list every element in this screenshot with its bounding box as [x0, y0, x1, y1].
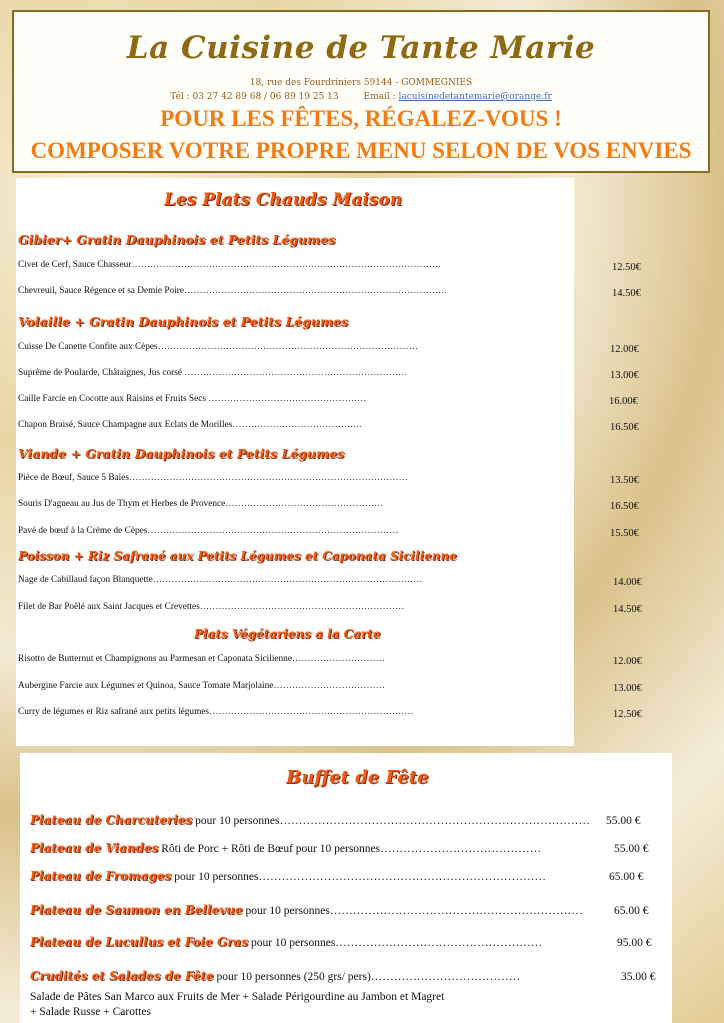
buffet-item: Plateau de Charcuteries pour 10 personnes……………………………………………………………………… — [30, 813, 590, 827]
buffet-item-price: 95.00 € — [617, 937, 652, 949]
item-name: Suprême de Poularde, Châtaignes, Jus corsé — [18, 368, 182, 378]
item-name: Chevreuil, Sauce Régence et sa Demie Poire — [18, 286, 184, 296]
item-price: 15.50€ — [610, 528, 639, 539]
buffet-item-name: Plateau de Charcuteries — [30, 813, 193, 827]
menu-item: Filet de Bar Poêlé aux Saint Jacques et Crevettes………………………………………………………… — [18, 602, 405, 612]
buffet-item-name: Plateau de Viandes — [30, 841, 159, 855]
section-title: Gibier+ Gratin Dauphinois et Petits Légumes — [18, 232, 336, 247]
restaurant-title: La Cuisine de Tante Marie — [126, 30, 596, 66]
email-link[interactable]: lacuisinedetantemarie@orange.fr — [398, 92, 552, 102]
buffet-item-name: Plateau de Fromages — [30, 869, 172, 883]
item-price: 16.50€ — [610, 501, 639, 512]
item-price: 16.50€ — [610, 422, 639, 433]
buffet-item: Plateau de Saumon en Bellevue pour 10 personnes………………………………………………………… — [30, 903, 583, 917]
item-price: 13.00€ — [613, 683, 642, 694]
buffet-note-1: Salade de Pâtes San Marco aux Fruits de Mer + Salade Périgourdine au Jambon et Magret — [30, 991, 445, 1003]
menu-item: Souris D'agneau au Jus de Thym et Herbes de Provence…………………………………………… — [18, 499, 384, 509]
buffet-item-desc: pour 10 personnes (250 grs/ pers) — [213, 971, 371, 983]
buffet-title: Buffet de Fête — [286, 767, 429, 788]
buffet-item-price: 65.00 € — [609, 871, 644, 883]
menu-item: Suprême de Poularde, Châtaignes, Jus corsé ……………………………………………………………… — [18, 368, 408, 378]
item-price: 14.50€ — [612, 288, 641, 299]
contact-line — [14, 92, 708, 102]
menu-item: Chapon Braisé, Sauce Champagne aux Eclats de Morilles…………………………………… — [18, 420, 363, 430]
buffet-item-desc: pour 10 personnes — [192, 815, 280, 827]
menu-item: Nage de Cabillaud façon Blanquette…………………………………………………………………………… — [18, 575, 423, 585]
buffet-item-desc: pour 10 personnes — [242, 905, 330, 917]
item-price: 12.00€ — [610, 344, 639, 355]
buffet-item: Plateau de Viandes Rôti de Porc + Rôti de Bœuf pour 10 personnes…………………………………… — [30, 841, 542, 855]
item-name: Pavé de bœuf à la Crème de Cèpes — [18, 526, 148, 536]
buffet-item-price: 55.00 € — [614, 843, 649, 855]
phone: Tél : 03 27 42 89 68 / 06 89 19 25 13 — [170, 92, 339, 102]
buffet-item-name: Plateau de Lucullus et Foie Gras — [30, 935, 249, 949]
tagline: POUR LES FÊTES, RÉGALEZ-VOUS ! — [160, 106, 562, 131]
plats-title: Les Plats Chauds Maison — [164, 190, 403, 210]
item-name: Caille Farcie en Cocotte aux Raisins et Fruits Secs — [18, 394, 206, 404]
section-title: Volaille + Gratin Dauphinois et Petits Légumes — [18, 314, 349, 329]
buffet-item-desc: pour 10 personnes — [171, 871, 259, 883]
buffet-item: Plateau de Lucullus et Foie Gras pour 10 personnes……………………………………………… — [30, 935, 543, 949]
menu-item: Curry de légumes et Riz safrané aux petits légumes………………………………………………………… — [18, 707, 414, 717]
menu-item: Aubergine Farcie aux Légumes et Quinoa, Sauce Tomate Marjolaine……………………………… — [18, 681, 385, 691]
buffet-panel — [20, 753, 672, 1023]
buffet-item-price: 65.00 € — [614, 905, 649, 917]
menu-item: Pavé de bœuf à la Crème de Cèpes……………………………………………………………………… — [18, 526, 399, 536]
menu-item: Cuisse De Canette Confite aux Cèpes………………………………………………………………………… — [18, 342, 418, 352]
plats-panel — [16, 178, 642, 746]
buffet-item-name: Crudités et Salades de Fête — [30, 969, 214, 983]
address: 18, rue des Fourdriniers 59144 - GOMMEGNIES — [249, 78, 473, 88]
section-title: Viande + Gratin Dauphinois et Petits Légumes — [18, 446, 345, 461]
item-name: Nage de Cabillaud façon Blanquette — [18, 575, 153, 585]
menu-item: Chevreuil, Sauce Régence et sa Demie Poire…………………………………………………………………………. — [18, 286, 447, 296]
item-price: 13.00€ — [610, 370, 639, 381]
buffet-item-price: 55.00 € — [606, 815, 641, 827]
item-price: 13.50€ — [610, 475, 639, 486]
item-price: 12.00€ — [613, 656, 642, 667]
buffet-note-2: + Salade Russe + Carottes — [30, 1006, 151, 1018]
email-label: Email : — [363, 92, 396, 102]
subtagline: COMPOSER VOTRE PROPRE MENU SELON DE VOS ENVIES — [30, 138, 692, 163]
item-name: Pièce de Bœuf, Sauce 5 Baies — [18, 473, 130, 483]
buffet-item: Crudités et Salades de Fête pour 10 personnes (250 grs/ pers)………………………………… — [30, 969, 521, 983]
item-name: Chapon Braisé, Sauce Champagne aux Eclats de Morilles — [18, 420, 233, 430]
menu-item: Civet de Cerf, Sauce Chasseur………………………………………………………………………………………. — [18, 260, 441, 270]
item-name: Filet de Bar Poêlé aux Saint Jacques et Crevettes — [18, 602, 200, 612]
section-title: Poisson + Riz Safrané aux Petits Légumes et Caponata Sicilienne — [18, 549, 457, 563]
buffet-item-desc: pour 10 personnes — [248, 937, 336, 949]
item-name: Civet de Cerf, Sauce Chasseur — [18, 260, 132, 270]
item-price: 12.50€ — [613, 709, 642, 720]
header-box — [12, 10, 710, 173]
buffet-item: Plateau de Fromages pour 10 personnes………………………………………………………………… — [30, 869, 547, 883]
menu-item: Pièce de Bœuf, Sauce 5 Baies……………………………………………………………………………… — [18, 473, 408, 483]
item-name: Cuisse De Canette Confite aux Cèpes — [18, 342, 158, 352]
buffet-item-desc: Rôti de Porc + Rôti de Bœuf pour 10 personnes — [158, 843, 381, 855]
buffet-item-price: 35.00 € — [621, 971, 656, 983]
item-name: Curry de légumes et Riz safrané aux petits légumes — [18, 707, 210, 717]
item-name: Souris D'agneau au Jus de Thym et Herbes de Provence — [18, 499, 226, 509]
menu-item: Caille Farcie en Cocotte aux Raisins et Fruits Secs …………………………………………… — [18, 394, 367, 404]
buffet-item-name: Plateau de Saumon en Bellevue — [30, 903, 243, 917]
item-price: 16.00€ — [609, 396, 638, 407]
item-price: 12.50€ — [612, 262, 641, 273]
item-price: 14.50€ — [613, 604, 642, 615]
item-price: 14.00€ — [613, 577, 642, 588]
item-name: Aubergine Farcie aux Légumes et Quinoa, Sauce Tomate Marjolaine — [18, 681, 274, 691]
section-title: Plats Végétariens a la Carte — [194, 627, 381, 641]
menu-item: Risotto de Butternut et Champignons au Parmesan et Caponata Sicilienne………………………… — [18, 654, 385, 664]
item-name: Risotto de Butternut et Champignons au Parmesan et Caponata Sicilienne — [18, 654, 292, 664]
